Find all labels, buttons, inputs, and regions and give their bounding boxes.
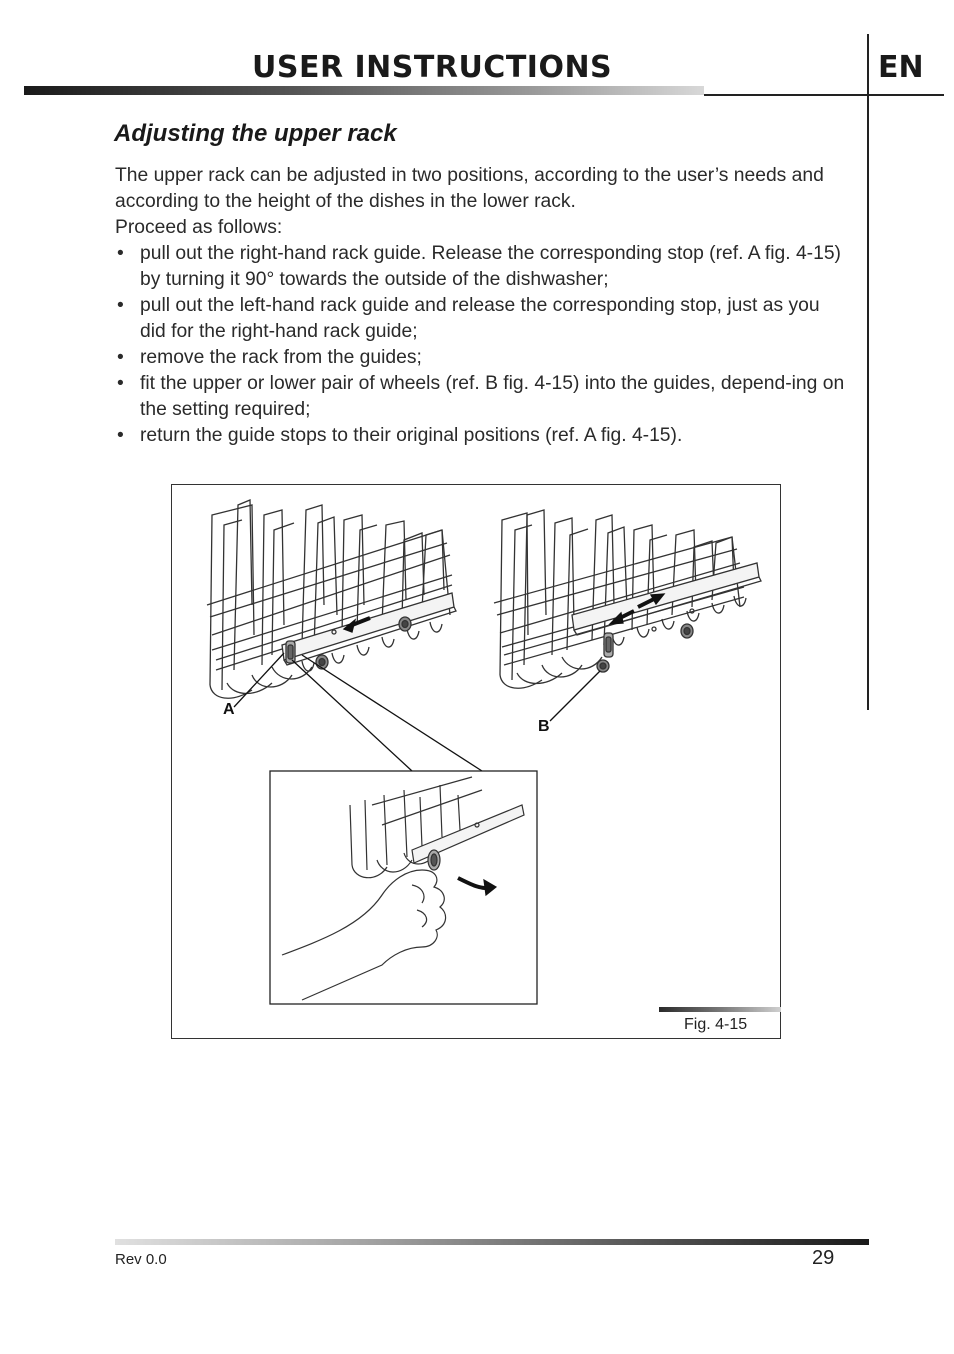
list-item — [115, 345, 845, 371]
bullet-icon: • — [117, 347, 124, 368]
step-text: remove the rack from the guides; — [140, 347, 422, 368]
page-number: 29 — [812, 1247, 835, 1269]
proceed-line: Proceed as follows: — [115, 217, 283, 238]
header-rule — [704, 94, 944, 96]
step-text: pull out the left-hand rack guide and release the corresponding stop, just as you did for the right-hand rack guide; — [140, 295, 820, 342]
rack-illustration — [172, 485, 782, 1040]
instruction-text — [115, 163, 845, 449]
step-text: pull out the right-hand rack guide. Release the corresponding stop (ref. A fig. 4-15) by turning it 90° towards the outside of the dishwasher; — [140, 243, 841, 290]
callout-label-b: B — [538, 718, 550, 735]
revision-label: Rev 0.0 — [115, 1251, 167, 1268]
inset-detail — [270, 771, 537, 1004]
callout-label-a: A — [223, 701, 235, 718]
section-title: Adjusting the upper rack — [114, 120, 397, 147]
language-code: EN — [878, 50, 924, 85]
page-header-title: USER INSTRUCTIONS — [252, 50, 613, 85]
language-divider — [867, 34, 869, 710]
list-item — [115, 241, 845, 293]
left-rack-drawing — [207, 500, 452, 698]
figure-caption: Fig. 4-15 — [684, 1016, 748, 1033]
list-item — [115, 293, 845, 345]
caption-bar — [659, 1007, 781, 1012]
step-text: return the guide stops to their original positions (ref. A fig. 4-15). — [140, 425, 683, 446]
bullet-icon: • — [117, 373, 124, 394]
header-gradient-bar — [24, 86, 704, 95]
bullet-icon: • — [117, 425, 124, 446]
intro-paragraph: The upper rack can be adjusted in two positions, according to the user’s needs and according to the height of the dishes in the lower rack. — [115, 165, 824, 212]
right-rack-drawing — [494, 510, 744, 688]
footer-gradient-bar — [115, 1239, 869, 1245]
steps-list — [115, 241, 845, 449]
bullet-icon: • — [117, 295, 124, 316]
bullet-icon: • — [117, 243, 124, 264]
step-text: fit the upper or lower pair of wheels (ref. B fig. 4-15) into the guides, depend-ing on the setting required; — [140, 373, 845, 420]
figure-4-15 — [171, 484, 781, 1039]
list-item — [115, 371, 845, 423]
list-item — [115, 423, 845, 449]
